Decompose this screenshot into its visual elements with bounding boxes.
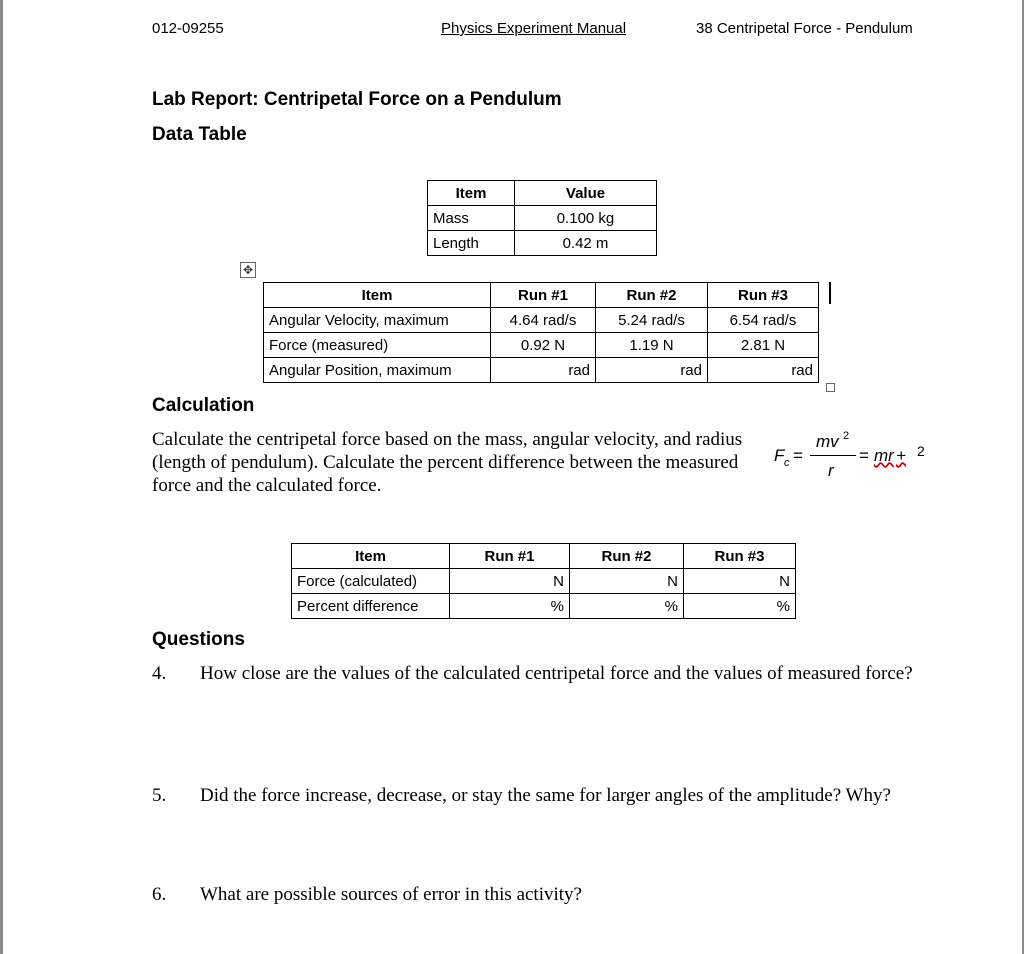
doc-number: 012-09255 xyxy=(152,20,224,37)
table-header-row xyxy=(292,544,796,569)
table-cell: Angular Position, maximum xyxy=(264,358,491,383)
table-cell: 2.81 N xyxy=(708,333,819,358)
table-cell: rad xyxy=(596,358,708,383)
table-header-cell: Run #1 xyxy=(450,544,570,569)
constants-table xyxy=(427,180,657,256)
table-cell: N xyxy=(684,569,796,594)
table-cell: % xyxy=(450,594,570,619)
table-header-cell: Item xyxy=(428,181,515,206)
table-row xyxy=(292,569,796,594)
table-cell: 4.64 rad/s xyxy=(491,308,596,333)
table-row xyxy=(428,231,657,256)
table-header-cell: Value xyxy=(515,181,657,206)
fraction-bar xyxy=(810,455,856,456)
question-number: 5. xyxy=(152,785,167,806)
question-text: Did the force increase, decrease, or stay the same for larger angles of the amplitude? Why? xyxy=(200,785,891,806)
table-row xyxy=(428,206,657,231)
formula-rhs-mark: + xyxy=(896,446,906,465)
table-cell: Percent difference xyxy=(292,594,450,619)
table-cell: % xyxy=(570,594,684,619)
formula-numerator-exponent: 2 xyxy=(843,430,850,442)
table-cell: rad xyxy=(708,358,819,383)
table-header-row xyxy=(428,181,657,206)
table-cell: 0.100 kg xyxy=(515,206,657,231)
table-cell: rad xyxy=(491,358,596,383)
formula-denominator: r xyxy=(828,461,834,480)
formula-numerator: mv xyxy=(816,432,839,451)
table-header-cell: Run #1 xyxy=(491,283,596,308)
table-header-row xyxy=(264,283,819,308)
calculation-text: Calculate the centripetal force based on the mass, angular velocity, and radius (length of pendulum). Calculate the percent difference between the measured force and the calculated force. xyxy=(152,429,743,496)
table-header-cell: Run #2 xyxy=(596,283,708,308)
table-cell: N xyxy=(570,569,684,594)
table-cell: 6.54 rad/s xyxy=(708,308,819,333)
table-row xyxy=(292,594,796,619)
table-row xyxy=(264,308,819,333)
question-text: What are possible sources of error in this activity? xyxy=(200,884,582,905)
data-table-heading: Data Table xyxy=(152,124,247,145)
questions-heading: Questions xyxy=(152,629,245,650)
results-table xyxy=(291,543,796,619)
table-cell: % xyxy=(684,594,796,619)
table-cell: Mass xyxy=(428,206,515,231)
report-title: Lab Report: Centripetal Force on a Pendulum xyxy=(152,89,562,110)
table-row xyxy=(264,333,819,358)
table-cell: N xyxy=(450,569,570,594)
formula-lhs: F xyxy=(774,446,785,465)
table-row xyxy=(264,358,819,383)
centripetal-force-formula xyxy=(774,430,934,480)
table-header-cell: Item xyxy=(264,283,491,308)
manual-title-link[interactable]: Physics Experiment Manual xyxy=(441,20,627,37)
formula-equals: = xyxy=(859,446,869,465)
question-number: 4. xyxy=(152,663,167,684)
table-cell: Length xyxy=(428,231,515,256)
formula-equals: = xyxy=(793,446,803,465)
formula-lhs-subscript: c xyxy=(784,457,790,469)
table-header-cell: Run #3 xyxy=(684,544,796,569)
table-move-handle-icon[interactable]: ✥ xyxy=(240,262,256,278)
formula-rhs: mr xyxy=(874,446,894,465)
calculation-heading: Calculation xyxy=(152,395,255,416)
table-cell: 0.92 N xyxy=(491,333,596,358)
runs-table xyxy=(263,282,819,383)
table-cell: 1.19 N xyxy=(596,333,708,358)
table-cell: Angular Velocity, maximum xyxy=(264,308,491,333)
text-cursor xyxy=(829,282,831,304)
table-cell: 5.24 rad/s xyxy=(596,308,708,333)
section-title: 38 Centripetal Force - Pendulum xyxy=(696,20,913,37)
question-number: 6. xyxy=(152,884,167,905)
table-cell: Force (measured) xyxy=(264,333,491,358)
table-header-cell: Run #3 xyxy=(708,283,819,308)
formula-rhs-exponent: 2 xyxy=(917,443,925,459)
table-cell: Force (calculated) xyxy=(292,569,450,594)
table-header-cell: Run #2 xyxy=(570,544,684,569)
table-cell: 0.42 m xyxy=(515,231,657,256)
question-text: How close are the values of the calculated centripetal force and the values of measured force? xyxy=(200,663,913,684)
page-left-edge xyxy=(0,0,3,954)
table-resize-handle[interactable] xyxy=(826,383,835,392)
table-header-cell: Item xyxy=(292,544,450,569)
